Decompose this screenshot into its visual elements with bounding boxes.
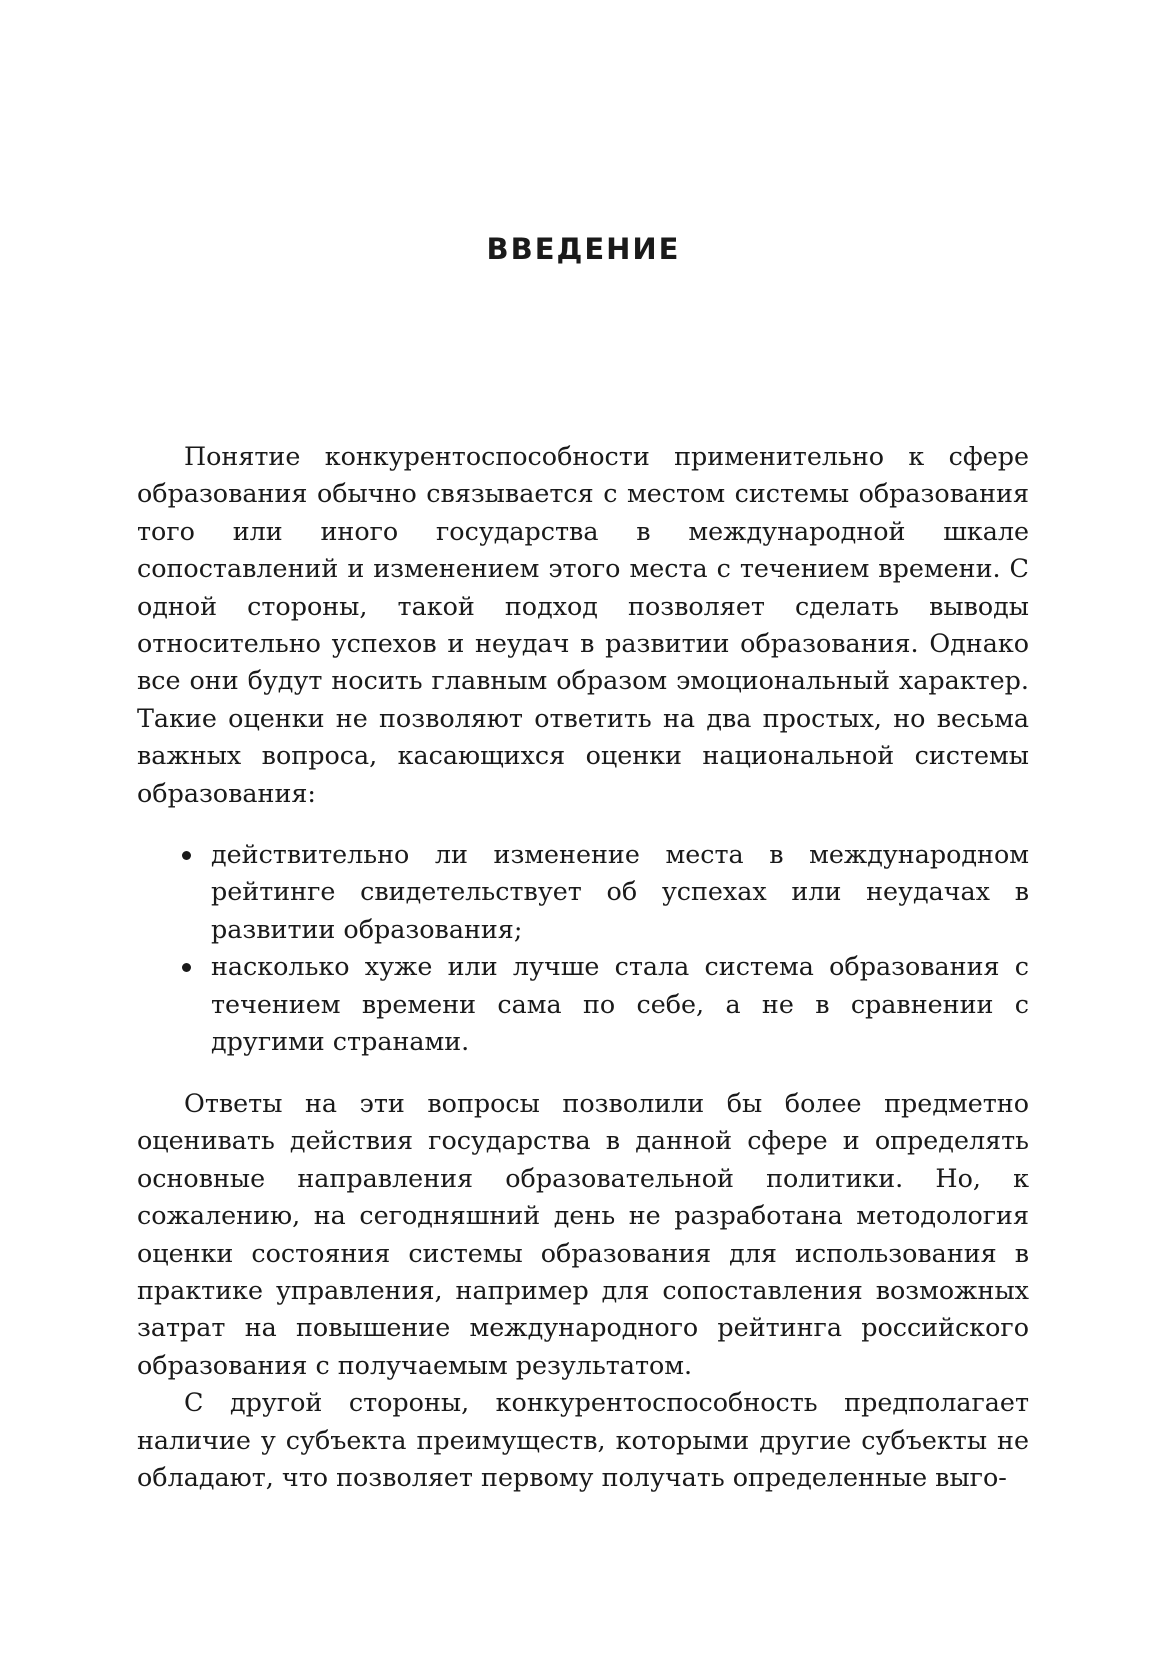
bullet-dot-icon bbox=[182, 851, 191, 860]
body-paragraph: Ответы на эти вопросы позволили бы более предметно оценивать действия государства в данной сфере и определять основные направления образовательной политики. Но, к сожалению, на сегодняшний день не разработана методология оценки состояния системы образования для использования в практике управления, например для сопоставления возможных затрат на повышение международного рейтинга российского образования с получаемым результатом. bbox=[137, 1088, 1029, 1380]
list-item-text: насколько хуже или лучше стала система образования с течением времени сама по себе, а не в сравнении с другими странами. bbox=[211, 951, 1029, 1057]
bullet-list-section bbox=[137, 836, 1029, 1060]
list-item bbox=[137, 948, 1029, 1060]
page-title: ВВЕДЕНИЕ bbox=[486, 232, 681, 266]
list-item-text: действительно ли изменение места в международном рейтинге свидетельствует об успехах или неудачах в развитии образования; bbox=[211, 839, 1029, 944]
body-section bbox=[137, 1085, 1029, 1496]
intro-paragraph: Понятие конкурентоспособности применительно к сфере образования обычно связывается с местом системы образования того или иного государства в международной шкале сопоставлений и изменением этого места с течением времени. С одной стороны, такой подход позволяет сделать выводы относительно успехов и неудач в развитии образования. Однако все они будут носить главным образом эмоциональный характер. Такие оценки не позволяют ответить на два простых, но весьма важных вопроса, касающихся оценки национальной системы образования: bbox=[137, 441, 1029, 808]
bullet-dot-icon bbox=[182, 963, 191, 972]
intro-section bbox=[137, 438, 1029, 812]
bullet-list bbox=[137, 836, 1029, 1060]
list-item bbox=[137, 836, 1029, 948]
body-paragraph-continued: С другой стороны, конкурентоспособность предполагает наличие у субъекта преимуществ, которыми другие субъекты не обладают, что позволяет первому получать определенные выго- bbox=[137, 1387, 1029, 1493]
